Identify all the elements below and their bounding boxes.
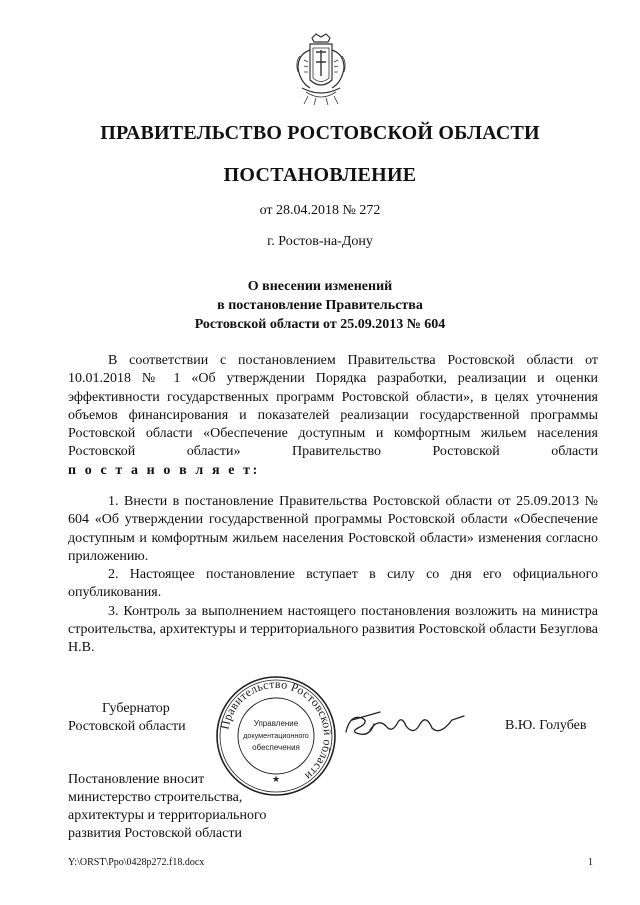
signer-position-line-2: Ростовской области	[68, 719, 186, 734]
subject-line-2: в постановление Правительства	[217, 298, 423, 313]
document-date-number: от 28.04.2018 № 272	[259, 203, 381, 218]
submitter-line-3: архитектуры и территориального	[68, 808, 267, 823]
footer-file-path: Y:\ORST\Ppo\0428p272.f18.docx	[68, 857, 205, 868]
submitter-block	[68, 771, 266, 843]
preamble-block	[68, 352, 598, 480]
stamp-ring-text: Правительство Ростовской области	[217, 676, 336, 784]
stamp-inner-line-3: обеспечения	[252, 743, 300, 752]
signer-name: В.Ю. Голубев	[505, 718, 587, 733]
stamp-star-icon: ★	[271, 774, 281, 784]
signature-title	[68, 700, 186, 736]
decree-items	[68, 493, 598, 658]
signer-position-line-1: Губернатор	[102, 701, 170, 716]
handwritten-signature-icon	[340, 706, 470, 746]
footer-page-number: 1	[588, 857, 593, 868]
decree-item-2: 2. Настоящее постановление вступает в силу со дня его официального опубликования.	[68, 567, 598, 601]
decree-item-1: 1. Внести в постановление Правительства Ростовской области от 25.09.2013 № 604 «Об утверждении государственной программы Ростовской области «Обеспечение доступным и комфортным жильем населения Ростовской области» изменения согласно приложению.	[68, 494, 598, 564]
preamble-paragraph: В соответствии с постановлением Правительства Ростовской области от 10.01.2018 № 1 «Об утверждении Порядка разработки, реализации и оценки эффективности государственных программ Ростовской области», в целях уточнения объемов финансирования и показателей реализации государственной программы Ростовской области «Обеспечение доступным и комфортным жильем населения Ростовской области» Правительство Ростовской области	[68, 353, 598, 460]
stamp-inner-line-2: документационного	[243, 731, 309, 740]
submitter-line-2: министерство строительства,	[68, 790, 243, 805]
subject-line-3: Ростовской области от 25.09.2013 № 604	[194, 317, 446, 332]
rostov-region-coat-of-arms-icon	[292, 32, 350, 106]
submitter-line-4: развития Ростовской области	[68, 826, 242, 841]
government-title: ПРАВИТЕЛЬСТВО РОСТОВСКОЙ ОБЛАСТИ	[100, 122, 540, 144]
document-city: г. Ростов-на-Дону	[267, 234, 373, 249]
decree-word: п о с т а н о в л я е т:	[68, 462, 260, 478]
document-type-title: ПОСТАНОВЛЕНИЕ	[223, 164, 417, 186]
document-subject	[0, 277, 640, 334]
decree-item-3: 3. Контроль за выполнением настоящего постановления возложить на министра строительства, архитектуры и территориального развития Ростовской области Безуглова Н.В.	[68, 603, 598, 656]
subject-line-1: О внесении изменений	[247, 279, 393, 294]
submitter-line-1: Постановление вносит	[68, 772, 205, 787]
stamp-inner-line-1: Управление	[253, 719, 299, 728]
